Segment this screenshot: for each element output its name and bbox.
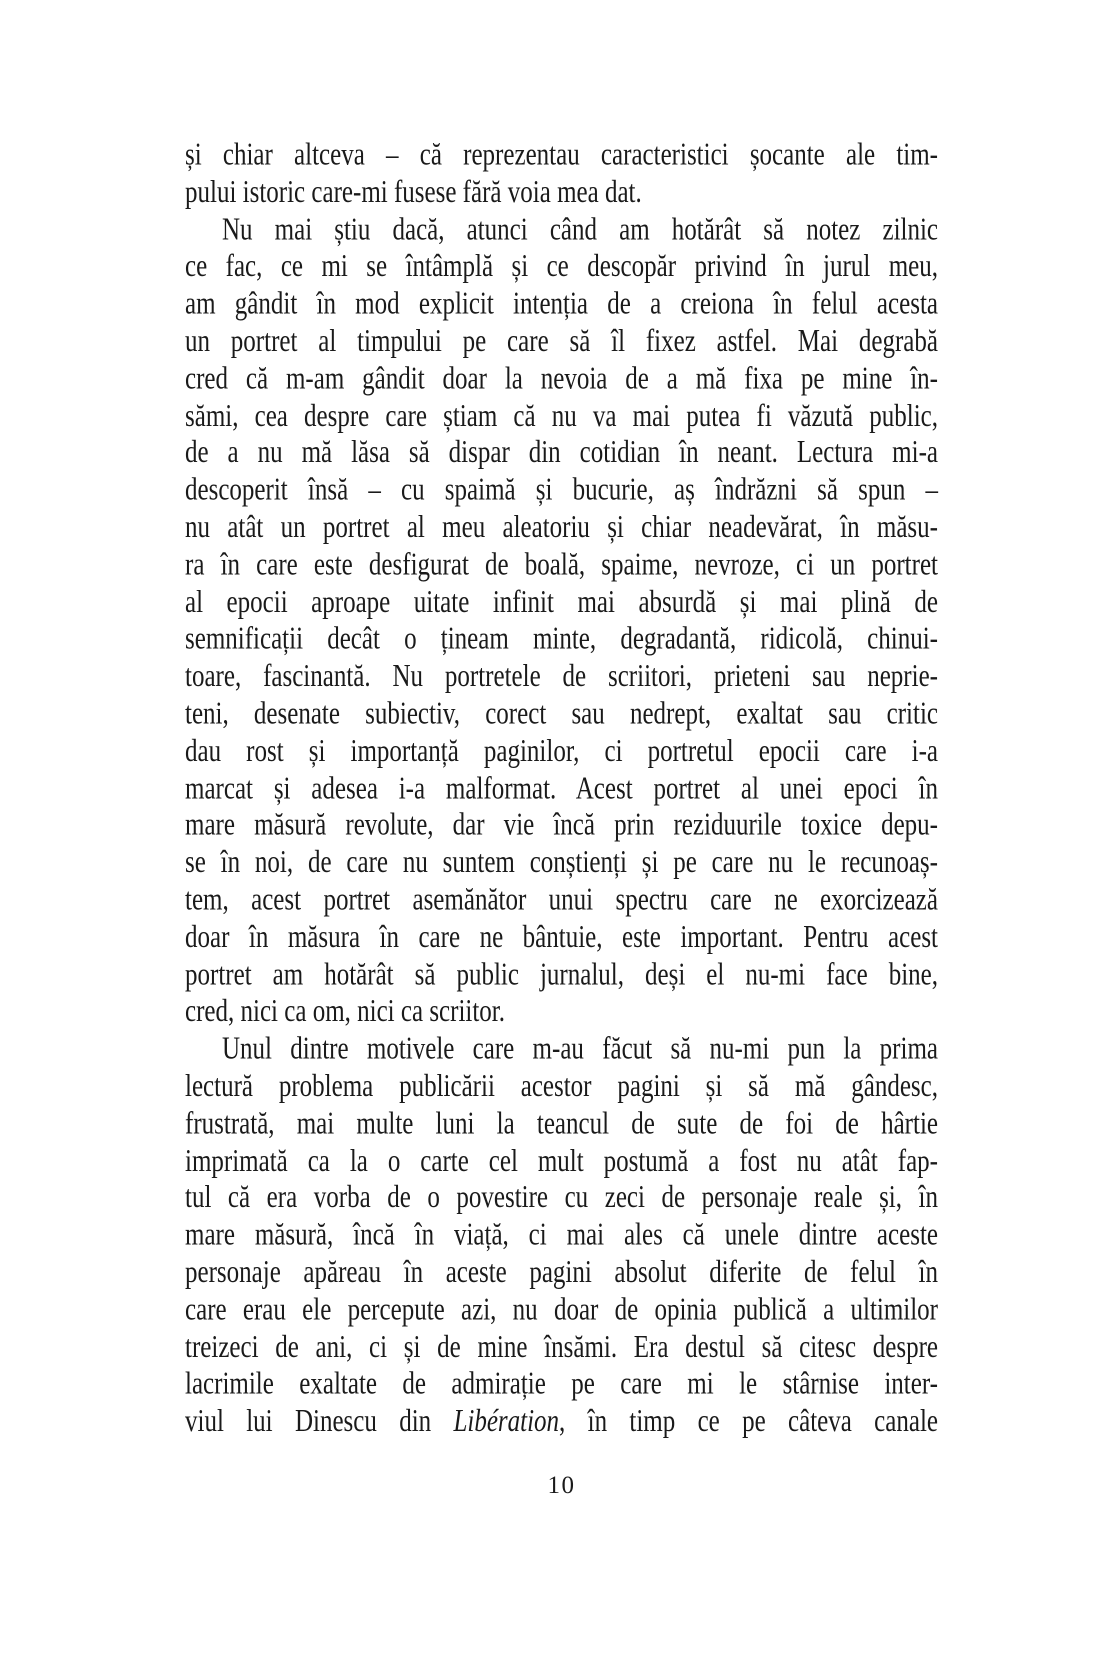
text-segment: tem, acest portret asemănător unui spectru care ne exorcizează bbox=[185, 883, 938, 917]
text-line bbox=[185, 435, 938, 472]
text-line bbox=[185, 509, 938, 546]
text-segment: se în noi, de care nu suntem conștienți și pe care nu le recunoaș- bbox=[185, 845, 938, 880]
text-segment: portret am hotărât să public jurnalul, deși el nu-mi face bine, bbox=[185, 957, 938, 992]
text-line bbox=[185, 286, 938, 323]
text-line bbox=[185, 658, 938, 695]
text-segment: Unul dintre motivele care m-au făcut să nu-mi pun la prima bbox=[222, 1032, 938, 1066]
body-text bbox=[185, 137, 938, 1441]
text-segment: viul lui Dinescu din bbox=[185, 1404, 454, 1439]
text-segment: lacrimile exaltate de admirație pe care mi le stârnise inter- bbox=[185, 1367, 938, 1402]
page-number: 10 bbox=[547, 1472, 576, 1499]
text-line bbox=[185, 994, 938, 1031]
text-line bbox=[185, 211, 938, 248]
text-line bbox=[185, 1217, 938, 1254]
text-segment: marcat și adesea i-a malformat. Acest portret al unei epoci în bbox=[185, 771, 938, 806]
text-segment: care erau ele percepute azi, nu doar de opinia publică a ultimilor bbox=[185, 1292, 938, 1327]
text-line bbox=[185, 696, 938, 733]
text-line bbox=[185, 919, 938, 956]
text-segment: frustrată, mai multe luni la teancul de sute de foi de hârtie bbox=[185, 1106, 938, 1141]
text-segment: pului istoric care-mi fusese fără voia mea dat. bbox=[185, 175, 642, 210]
text-segment: tul că era vorba de o povestire cu zeci de personaje reale și, în bbox=[185, 1181, 938, 1215]
text-segment: de a nu mă lăsa să dispar din cotidian în neant. Lectura mi-a bbox=[185, 436, 938, 470]
text-segment: cred, nici ca om, nici ca scriitor. bbox=[185, 994, 506, 1029]
text-line bbox=[185, 1105, 938, 1142]
text-segment: lectură problema publicării acestor pagini și să mă gândesc, bbox=[185, 1069, 938, 1104]
text-segment: ra în care este desfigurat de boală, spaime, nevroze, ci un portret bbox=[185, 547, 938, 582]
text-segment: semnificații decât o țineam minte, degradantă, ridicolă, chinui- bbox=[185, 622, 938, 657]
text-segment: , în timp ce pe câteva canale bbox=[559, 1404, 938, 1439]
text-line bbox=[185, 398, 938, 435]
text-line bbox=[185, 956, 938, 993]
text-line bbox=[185, 1143, 938, 1180]
text-line bbox=[185, 472, 938, 509]
text-segment: cred că m-am gândit doar la nevoia de a mă fixa pe mine în- bbox=[185, 361, 938, 396]
text-segment: am gândit în mod explicit intenția de a creiona în felul acesta bbox=[185, 287, 938, 321]
text-segment: sămi, cea despre care știam că nu va mai putea fi văzută public, bbox=[185, 398, 938, 433]
text-line bbox=[185, 845, 938, 882]
italic-text: Libération bbox=[453, 1404, 560, 1439]
text-line bbox=[185, 1180, 938, 1217]
text-line bbox=[185, 1292, 938, 1329]
text-line bbox=[185, 584, 938, 621]
text-line bbox=[185, 174, 938, 211]
text-line bbox=[185, 137, 938, 174]
text-segment: imprimată ca la o carte cel mult postumă a fost nu atât fap- bbox=[185, 1143, 938, 1178]
text-segment: al epocii aproape uitate infinit mai absurdă și mai plină de bbox=[185, 585, 938, 619]
text-line bbox=[185, 323, 938, 360]
text-line bbox=[185, 1403, 938, 1440]
text-line bbox=[185, 621, 938, 658]
text-line bbox=[185, 1329, 938, 1366]
text-line bbox=[185, 807, 938, 844]
text-segment: mare măsură revolute, dar vie încă prin reziduurile toxice depu- bbox=[185, 808, 938, 843]
text-segment: teni, desenate subiectiv, corect sau nedrept, exaltat sau critic bbox=[185, 696, 938, 731]
text-segment: mare măsură, încă în viață, ci mai ales că unele dintre aceste bbox=[185, 1218, 938, 1253]
text-segment: și chiar altceva – că reprezentau caracteristici șocante ale tim- bbox=[185, 138, 938, 172]
text-segment: treizeci de ani, ci și de mine însămi. Era destul să citesc despre bbox=[185, 1330, 938, 1364]
text-line bbox=[185, 770, 938, 807]
text-segment: un portret al timpului pe care să îl fixez astfel. Mai degrabă bbox=[185, 324, 938, 359]
text-line bbox=[185, 249, 938, 286]
text-line bbox=[185, 882, 938, 919]
text-segment: personaje apăreau în aceste pagini absolut diferite de felul în bbox=[185, 1255, 938, 1290]
text-segment: nu atât un portret al meu aleatoriu și chiar neadevărat, în măsu- bbox=[185, 510, 938, 545]
text-line bbox=[185, 360, 938, 397]
text-line bbox=[185, 733, 938, 770]
text-line bbox=[185, 1031, 938, 1068]
text-line bbox=[185, 1254, 938, 1291]
text-segment: toare, fascinantă. Nu portretele de scriitori, prieteni sau neprie- bbox=[185, 659, 938, 694]
text-segment: doar în măsura în care ne bântuie, este important. Pentru acest bbox=[185, 920, 938, 955]
text-line bbox=[185, 547, 938, 584]
text-segment: Nu mai știu dacă, atunci când am hotărât să notez zilnic bbox=[222, 212, 938, 247]
text-segment: dau rost și importanță paginilor, ci portretul epocii care i-a bbox=[185, 734, 938, 768]
text-line bbox=[185, 1366, 938, 1403]
text-segment: descoperit însă – cu spaimă și bucurie, aș îndrăzni să spun – bbox=[185, 473, 938, 508]
text-line bbox=[185, 1068, 938, 1105]
text-segment: ce fac, ce mi se întâmplă și ce descopăr privind în jurul meu, bbox=[185, 249, 938, 284]
